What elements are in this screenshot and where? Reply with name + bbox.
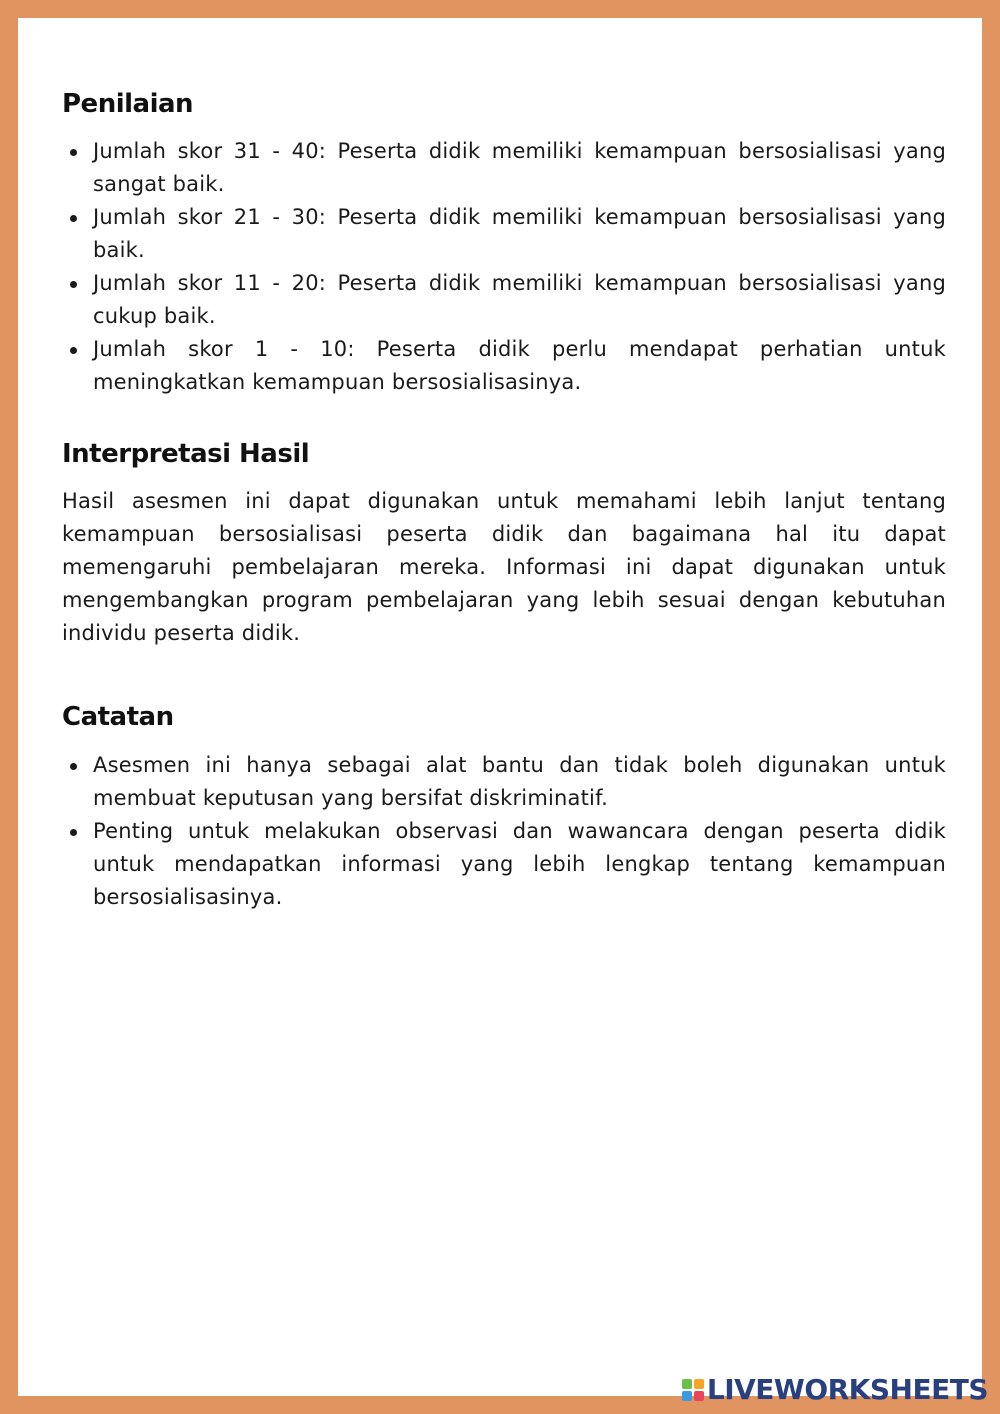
interpretasi-paragraph: Hasil asesmen ini dapat digunakan untuk memahami lebih lanjut tentang kemampuan bersosialisasi peserta didik dan bagaimana hal itu dapat memengaruhi pembelajaran mereka. Informasi ini dapat digunakan untuk mengembangkan program pembelajaran yang lebih sesuai dengan kebutuhan individu peserta didik. [62,489,946,645]
list-item: Jumlah skor 21 - 30: Peserta didik memiliki kemampuan bersosialisasi yang baik. [62,201,946,267]
liveworksheets-watermark[interactable] [682,1374,988,1406]
section-interpretasi-hasil [62,436,946,650]
section-heading-penilaian: Penilaian [62,89,194,119]
list-item: Jumlah skor 11 - 20: Peserta didik memiliki kemampuan bersosialisasi yang cukup baik. [62,267,946,333]
watermark-text: LIVEWORKSHEETS [706,1373,988,1406]
penilaian-list [62,135,946,399]
list-item: Penting untuk melakukan observasi dan wawancara dengan peserta didik untuk mendapatkan informasi yang lebih lengkap tentang kemampuan bersosialisasinya. [62,815,946,914]
list-item: Jumlah skor 31 - 40: Peserta didik memiliki kemampuan bersosialisasi yang sangat baik. [62,135,946,201]
worksheet-content [62,86,946,914]
section-penilaian [62,86,946,399]
list-item: Asesmen ini hanya sebagai alat bantu dan tidak boleh digunakan untuk membuat keputusan yang bersifat diskriminatif. [62,749,946,815]
section-heading-catatan: Catatan [62,702,174,732]
list-item: Jumlah skor 1 - 10: Peserta didik perlu mendapat perhatian untuk meningkatkan kemampuan bersosialisasinya. [62,333,946,399]
section-catatan [62,699,946,914]
catatan-list [62,749,946,914]
section-heading-interpretasi: Interpretasi Hasil [62,439,310,469]
liveworksheets-logo-icon [682,1379,704,1401]
worksheet-page [18,18,982,1396]
